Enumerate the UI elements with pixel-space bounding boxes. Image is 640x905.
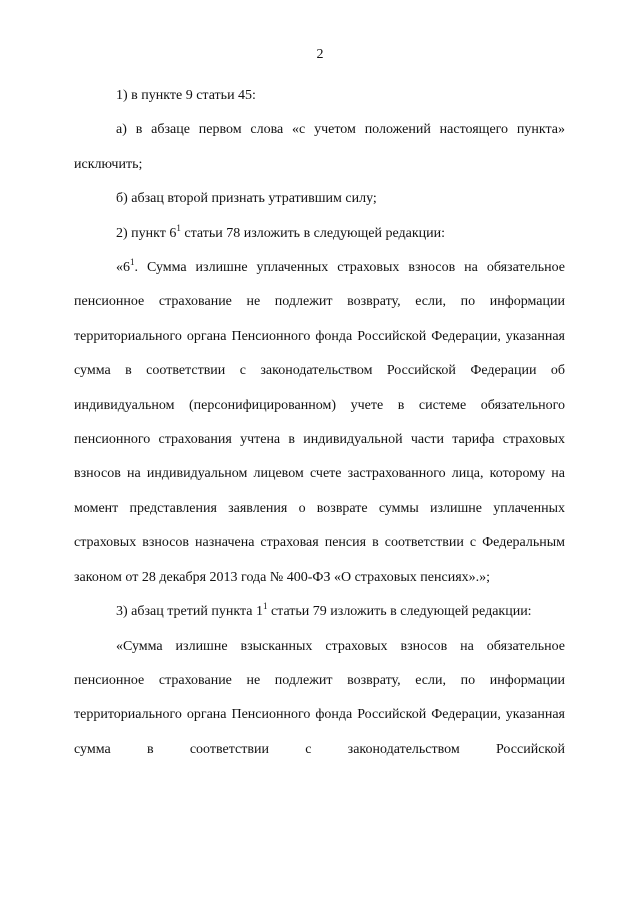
paragraph-item-1: 1) в пункте 9 статьи 45:	[116, 88, 256, 103]
text-segment: 2) пункт 6	[116, 225, 177, 241]
superscript: 1	[176, 222, 181, 233]
page-number: 2	[316, 47, 324, 62]
text-segment: . Сумма излишне уплаченных страховых взносов на обязательное пенсионное страхование не подлежит возврату, если, по информации территориального органа Пенсионного фонда Российской Федерации, указанная сумма в соответствии с законодательством Российской Федерации об индивидуальном (персонифицированном) учете в системе обязательного пенсионного страхования учтена в индивидуальной части тарифа страховых взносов на индивидуальном лицевом счете застрахованного лица, которому на момент представления заявления о возврате суммы излишне уплаченных страховых взносов назначена страховая пенсия в соответствии с Федеральным законом от 28 декабря 2013 года № 400-ФЗ «О страховых пенсиях».»;	[74, 260, 565, 585]
text-segment: статьи 79 изложить в следующей редакции:	[267, 604, 532, 620]
superscript: 1	[262, 601, 268, 612]
paragraph-quoted-sum: «Сумма излишне взысканных страховых взносов на обязательное пенсионное страхование не подлежит возврату, если, по информации территориального органа Пенсионного фонда Российской Федерации, указанная сумма в соответствии с законодательством Российской	[74, 638, 565, 757]
text-segment: «6	[116, 260, 130, 276]
paragraph-item-3	[74, 595, 565, 629]
paragraph-item-2	[74, 217, 565, 251]
superscript: 1	[130, 257, 135, 268]
paragraph-item-1a: а) в абзаце первом слова «с учетом положений настоящего пункта» исключить;	[74, 122, 565, 172]
document-body	[74, 79, 565, 767]
text-segment: 3) абзац третий пункта 1	[116, 604, 263, 620]
text-segment: статьи 78 изложить в следующей редакции:	[180, 225, 446, 241]
paragraph-item-1b: б) абзац второй признать утратившим силу;	[116, 191, 377, 207]
paragraph-quoted-6-1	[74, 251, 565, 595]
